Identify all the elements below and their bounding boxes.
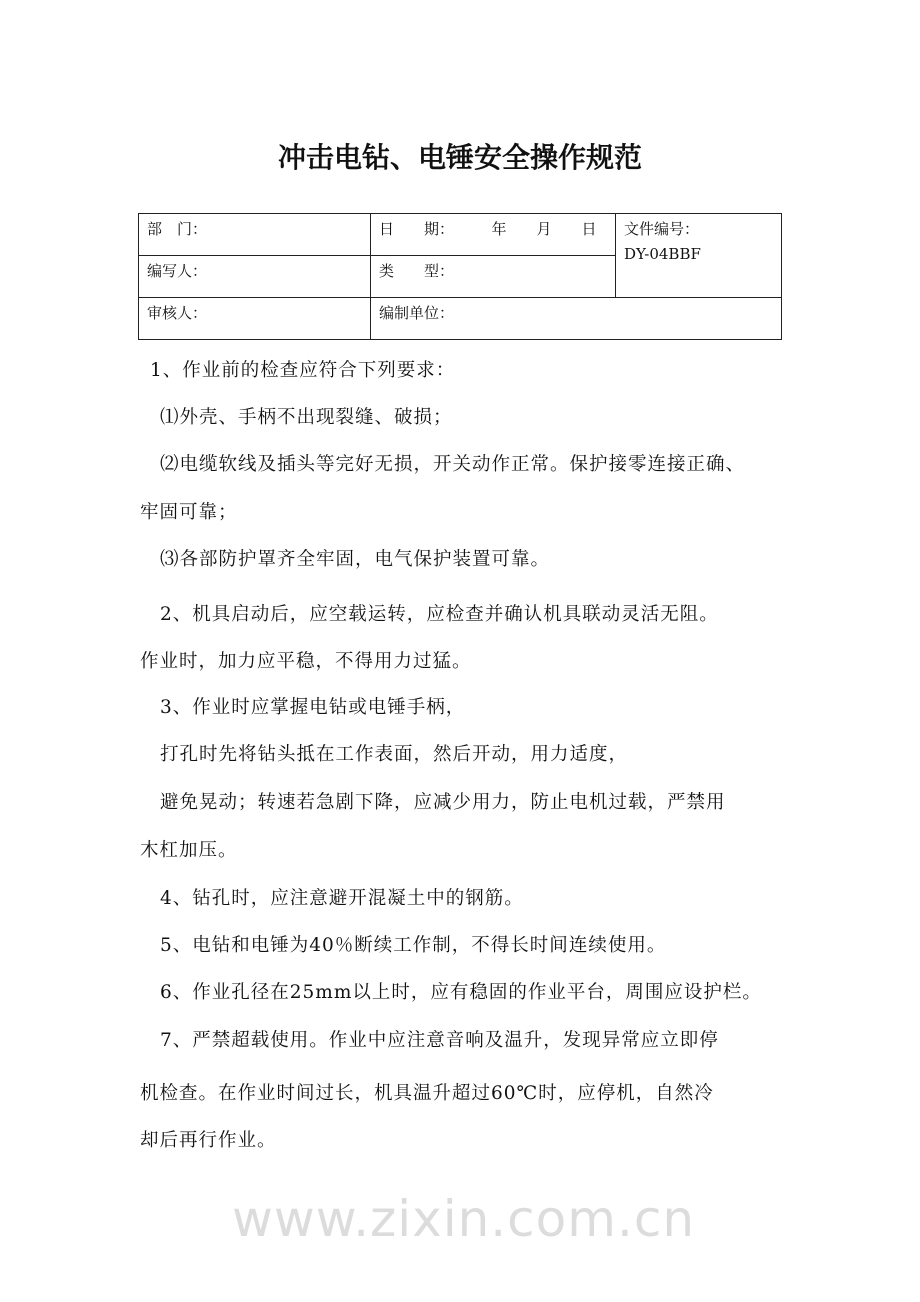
watermark: www.zixin.com.cn (232, 1190, 696, 1248)
body-line: 6、作业孔径在25mm以上时，应有稳固的作业平台，周围应设护栏。 (160, 982, 762, 1003)
body-line: ⑴外壳、手柄不出现裂缝、破损； (160, 407, 453, 428)
body-line: ⑶各部防护罩齐全牢固，电气保护装置可靠。 (160, 549, 551, 570)
body-line: 7、严禁超载使用。作业中应注意音响及温升，发现异常应立即停 (160, 1030, 719, 1051)
author-cell: 编写人： (139, 256, 371, 298)
document-title: 冲击电钻、电锤安全操作规范 (277, 141, 642, 174)
body-line: 打孔时先将钻头抵在工作表面，然后开动，用力适度， (160, 744, 629, 765)
date-cell: 日 期： 年 月 日 (371, 214, 616, 256)
doc-no: DY-04BBF (624, 245, 701, 263)
body-line: 3、作业时应掌握电钻或电锤手柄， (160, 697, 466, 718)
body-line: 4、钻孔时，应注意避开混凝土中的钢筋。 (160, 888, 524, 909)
body-line: 2、机具启动后，应空载运转，应检查并确认机具联动灵活无阻。 (160, 604, 719, 625)
body-line: ⑵电缆软线及插头等完好无损，开关动作正常。保护接零连接正确、 (160, 454, 746, 475)
department-cell: 部 门： (139, 214, 371, 256)
body-line: 木杠加压。 (140, 840, 238, 861)
body-line: 作业时，加力应平稳，不得用力过猛。 (140, 651, 472, 672)
body-line: 牢固可靠； (140, 502, 238, 523)
unit-cell: 编制单位： (371, 298, 782, 340)
header-table (138, 213, 782, 340)
body-line: 避免晃动；转速若急剧下降，应减少用力，防止电机过载，严禁用 (160, 792, 726, 813)
body-line: 5、电钻和电锤为40％断续工作制，不得长时间连续使用。 (160, 935, 667, 956)
doc-no-label: 文件编号： (624, 220, 700, 238)
body-line: 机检查。在作业时间过长，机具温升超过60℃时，应停机，自然冷 (140, 1083, 714, 1104)
doc-no-cell (616, 214, 782, 298)
body-line: 却后再行作业。 (140, 1130, 277, 1151)
body-line: 1、作业前的检查应符合下列要求： (150, 360, 456, 381)
type-cell: 类 型： (371, 256, 616, 298)
reviewer-cell: 审核人： (139, 298, 371, 340)
